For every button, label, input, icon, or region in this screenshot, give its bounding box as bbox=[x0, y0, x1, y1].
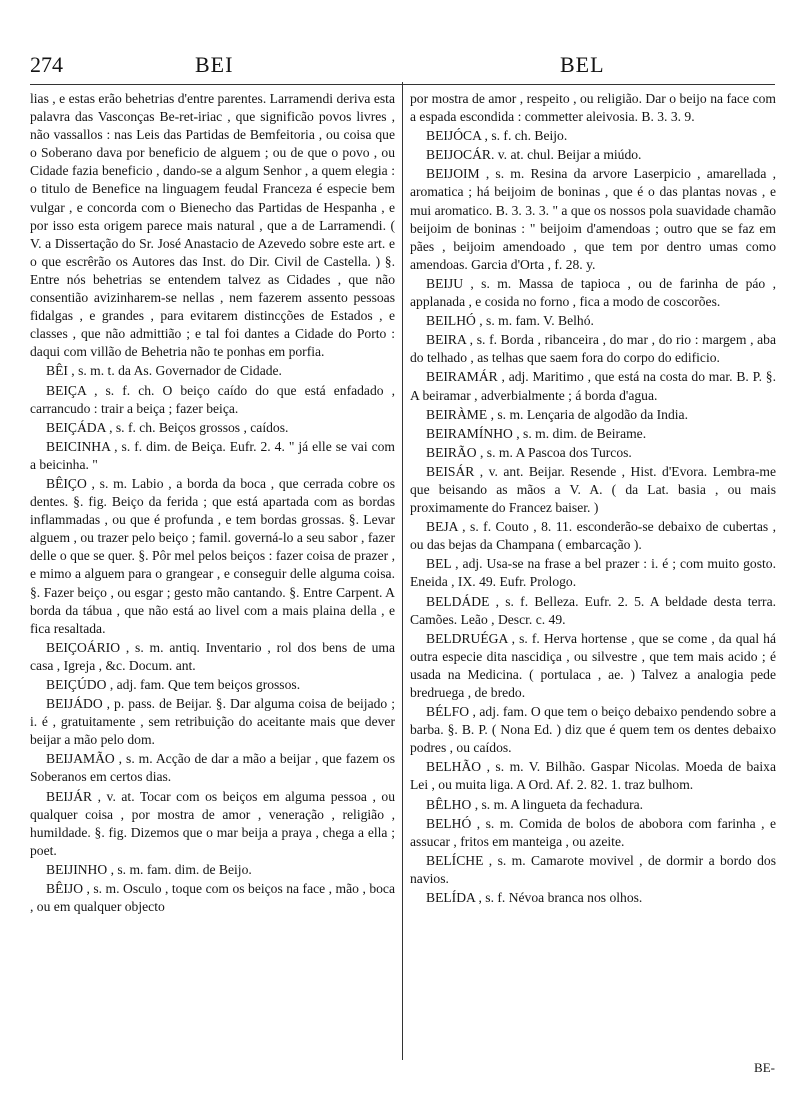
dictionary-entry: BELDÁDE , s. f. Belleza. Eufr. 2. 5. A beldade desta terra. Camões. Leão , Descr. c. 49. bbox=[410, 593, 776, 627]
dictionary-entry: BEIRAMÍNHO , s. m. dim. de Beirame. bbox=[426, 425, 647, 441]
dictionary-entry: BELDRUÉGA , s. f. Herva hortense , que se come , da qual há outra especie dita nascidiça , ou silvestre , que tem mais acido ; é usada na Medicina. ( portulaca , ae. ) Talvez a analogia pede bredruega , de bredo. bbox=[410, 630, 776, 700]
dictionary-entry: BELHÃO , s. m. V. Bilhão. Gaspar Nicolas. Moeda de baixa Lei , ou muita liga. A Ord. Af. 2. 82. 1. traz bulhom. bbox=[410, 759, 776, 793]
page-header bbox=[30, 50, 775, 84]
catchword: BE- bbox=[754, 1060, 775, 1075]
dictionary-entry: BEIÇÚDO , adj. fam. Que tem beiços grossos. bbox=[46, 677, 301, 692]
dictionary-entry: BEIJAMÃO , s. m. Acção de dar a mão a beijar , que fazem os Soberanos em certos dias. bbox=[30, 751, 395, 785]
left-running-head: BEI bbox=[195, 52, 234, 77]
dictionary-entry: BEICINHA , s. f. dim. de Beiça. Eufr. 2. 4. " já elle se vai com a beicinha. " bbox=[30, 438, 395, 472]
dictionary-entry: BÊI , s. m. t. da As. Governador de Cidade. bbox=[46, 363, 282, 379]
dictionary-entry: BÊIÇO , s. m. Labio , a borda da boca , que cerrada cobre os dentes. §. fig. Beiço da ferida ; que está apartada com as bordas inflammadas , ou que é profunda , e tem bordas grossas. §. Levar alguem , ou trazer pelo beiço ; famil. governá-lo a seu sabor , fazer delle o que se quer. §. Pôr mel pelos beiços : fazer coisa de prazer , e mimo a alguem para o grangear , e conseguir delle alguma coisa. §. Fazer beiço , ou esgar ; gesto mão cantando. §. Entre Carpent. A borda da tábua , que não está ao livel com a mais plaina della , e fica resaltada. bbox=[30, 475, 395, 636]
dictionary-entry: BEIJÁDO , p. pass. de Beijar. §. Dar alguma coisa de beijado ; i. é , gratuitamente , sem retribuição do aceitante mais que dever beijar a mão pelo dom. bbox=[30, 696, 395, 748]
dictionary-entry: BEIRÀME , s. m. Lençaria de algodão da India. bbox=[426, 406, 688, 422]
dictionary-entry: BEIJOCÁR. v. at. chul. Beijar a miúdo. bbox=[426, 147, 642, 163]
dictionary-entry: BÊIJO , s. m. Osculo , toque com os beiços na face , mão , boca , ou em qualquer objecto bbox=[30, 881, 395, 915]
dictionary-entry: BEIÇA , s. f. ch. O beiço caído do que está enfadado , carrancudo : trair a beiça ; fazer beiça. bbox=[30, 382, 395, 416]
dictionary-entry: BEIJOIM , s. m. Resina da arvore Laserpicio , amarellada , aromatica ; há beijoim de boninas , que é o das plantas novas , e mui aromatico. B. 3. 3. 3. " a que os nossos pola suavidade chamão beijoim de boninas : " beijoim d'amendoas ; outro que se faz em pães , beijoim amendoado , que tem por dentro umas como amendoas. Garcia d'Orta , f. 28. y. bbox=[410, 166, 776, 272]
dictionary-entry: BEISÁR , v. ant. Beijar. Resende , Hist. d'Evora. Lembra-me que beisando as mãos a V. A. ( da Lat. basia , ou mais proximamente do Francez baiser. ) bbox=[410, 463, 776, 516]
dictionary-entry: BÊLHO , s. m. A lingueta da fechadura. bbox=[426, 796, 644, 812]
dictionary-entry: BEIÇÁDA , s. f. ch. Beiços grossos , caídos. bbox=[46, 419, 289, 435]
dictionary-entry: BEL , adj. Usa-se na frase a bel prazer : i. é ; com muito gosto. Eneida , IX. 49. Eufr. Prologo. bbox=[410, 556, 776, 590]
dictionary-entry: lias , e estas erão behetrias d'entre parentes. Larramendi deriva esta palavra das Vasconças Be-ret-iriac , que significão povos livres , não vassallos : nas Leis das Partidas de Bemfeitoria , ou coisa que o Soberano dava por beneficio de alguem ; ou de que o povo , ou Cidade fazia beneficio , dando-se a algum Senhor , a quem elegia : o titulo de Benefice na linguagem feudal Franceza é especie bem vulgar , e concorda com o Bienecho das Partidas de Hespanha , e por isso esta origem parece mais natural , que a de Larramendi. ( V. a Dissertação do Sr. José Anastacio de Azevedo sobre este art. e o que escrêrão os Autores das Inst. do Dir. Civil de Castella. ) §. Entre nós behetrias se entendem talvez as Cidades , que não consentião avizinharem-se nellas , nem fazerem assento pessoas fidalgas , e grandes , para evitarem distincções de Estados , e classes , que não admittião ; e tal foi dantes a Cidade do Porto : daqui com villão de Behetria não te ponhas em porfia. bbox=[30, 91, 395, 360]
dictionary-entry: BEIJÓCA , s. f. ch. Beijo. bbox=[426, 128, 568, 144]
dictionary-entry: por mostra de amor , respeito , ou religião. Dar o beijo na face com a espada escondida : commetter aleivosia. B. 3. 3. 9. bbox=[410, 91, 776, 125]
dictionary-entry: BEIJINHO , s. m. fam. dim. de Beijo. bbox=[46, 861, 252, 877]
dictionary-entry: BEIJU , s. m. Massa de tapioca , ou de farinha de páo , applanada , e cosida no forno , fica a modo de coscorões. bbox=[410, 275, 776, 310]
dictionary-entry: BEIRAMÁR , adj. Maritimo , que está na costa do mar. B. P. §. A beiramar , adverbialmente ; á borda d'agua. bbox=[410, 369, 776, 403]
dictionary-entry: BÉLFO , adj. fam. O que tem o beiço debaixo pendendo sobre a barba. §. B. P. ( Nona Ed. ) diz que é quem tem os dentes debaixo podres , ou caídos. bbox=[410, 704, 776, 756]
left-column bbox=[30, 90, 395, 917]
dictionary-entry: BELÍDA , s. f. Névoa branca nos olhos. bbox=[426, 890, 643, 906]
dictionary-entry: BEILHÓ , s. m. fam. V. Belhó. bbox=[426, 313, 594, 329]
right-column bbox=[410, 90, 776, 908]
right-running-head: BEL bbox=[560, 52, 605, 77]
column-divider bbox=[402, 82, 403, 1060]
dictionary-entry: BEIÇOÁRIO , s. m. antiq. Inventario , rol dos bens de uma casa , Igreja , &c. Docum. ant. bbox=[30, 639, 395, 673]
dictionary-entry: BELÍCHE , s. m. Camarote movivel , de dormir a bordo dos navios. bbox=[410, 852, 776, 886]
dictionary-entry: BEIRA , s. f. Borda , ribanceira , do mar , do rio : margem , aba do telhado , as telhas que saem fora do corpo do edificio. bbox=[410, 332, 776, 366]
dictionary-entry: BEIJÁR , v. at. Tocar com os beiços em alguma pessoa , ou qualquer coisa , por mostra de amor , veneração , religião , humildade. §. fig. Dizemos que o mar beija a praya , chega a ella ; poet. bbox=[30, 788, 395, 858]
page-number: 274 bbox=[30, 52, 63, 77]
dictionary-entry: BEJA , s. f. Couto , 8. 11. esconderão-se debaixo de cubertas , ou das bejas da Champana ( embarcação ). bbox=[410, 519, 776, 553]
dictionary-entry: BELHÓ , s. m. Comida de bolos de abobora com farinha , e assucar , fritos em manteiga , ou azeite. bbox=[410, 815, 776, 849]
dictionary-entry: BEIRÃO , s. m. A Pascoa dos Turcos. bbox=[426, 444, 632, 460]
